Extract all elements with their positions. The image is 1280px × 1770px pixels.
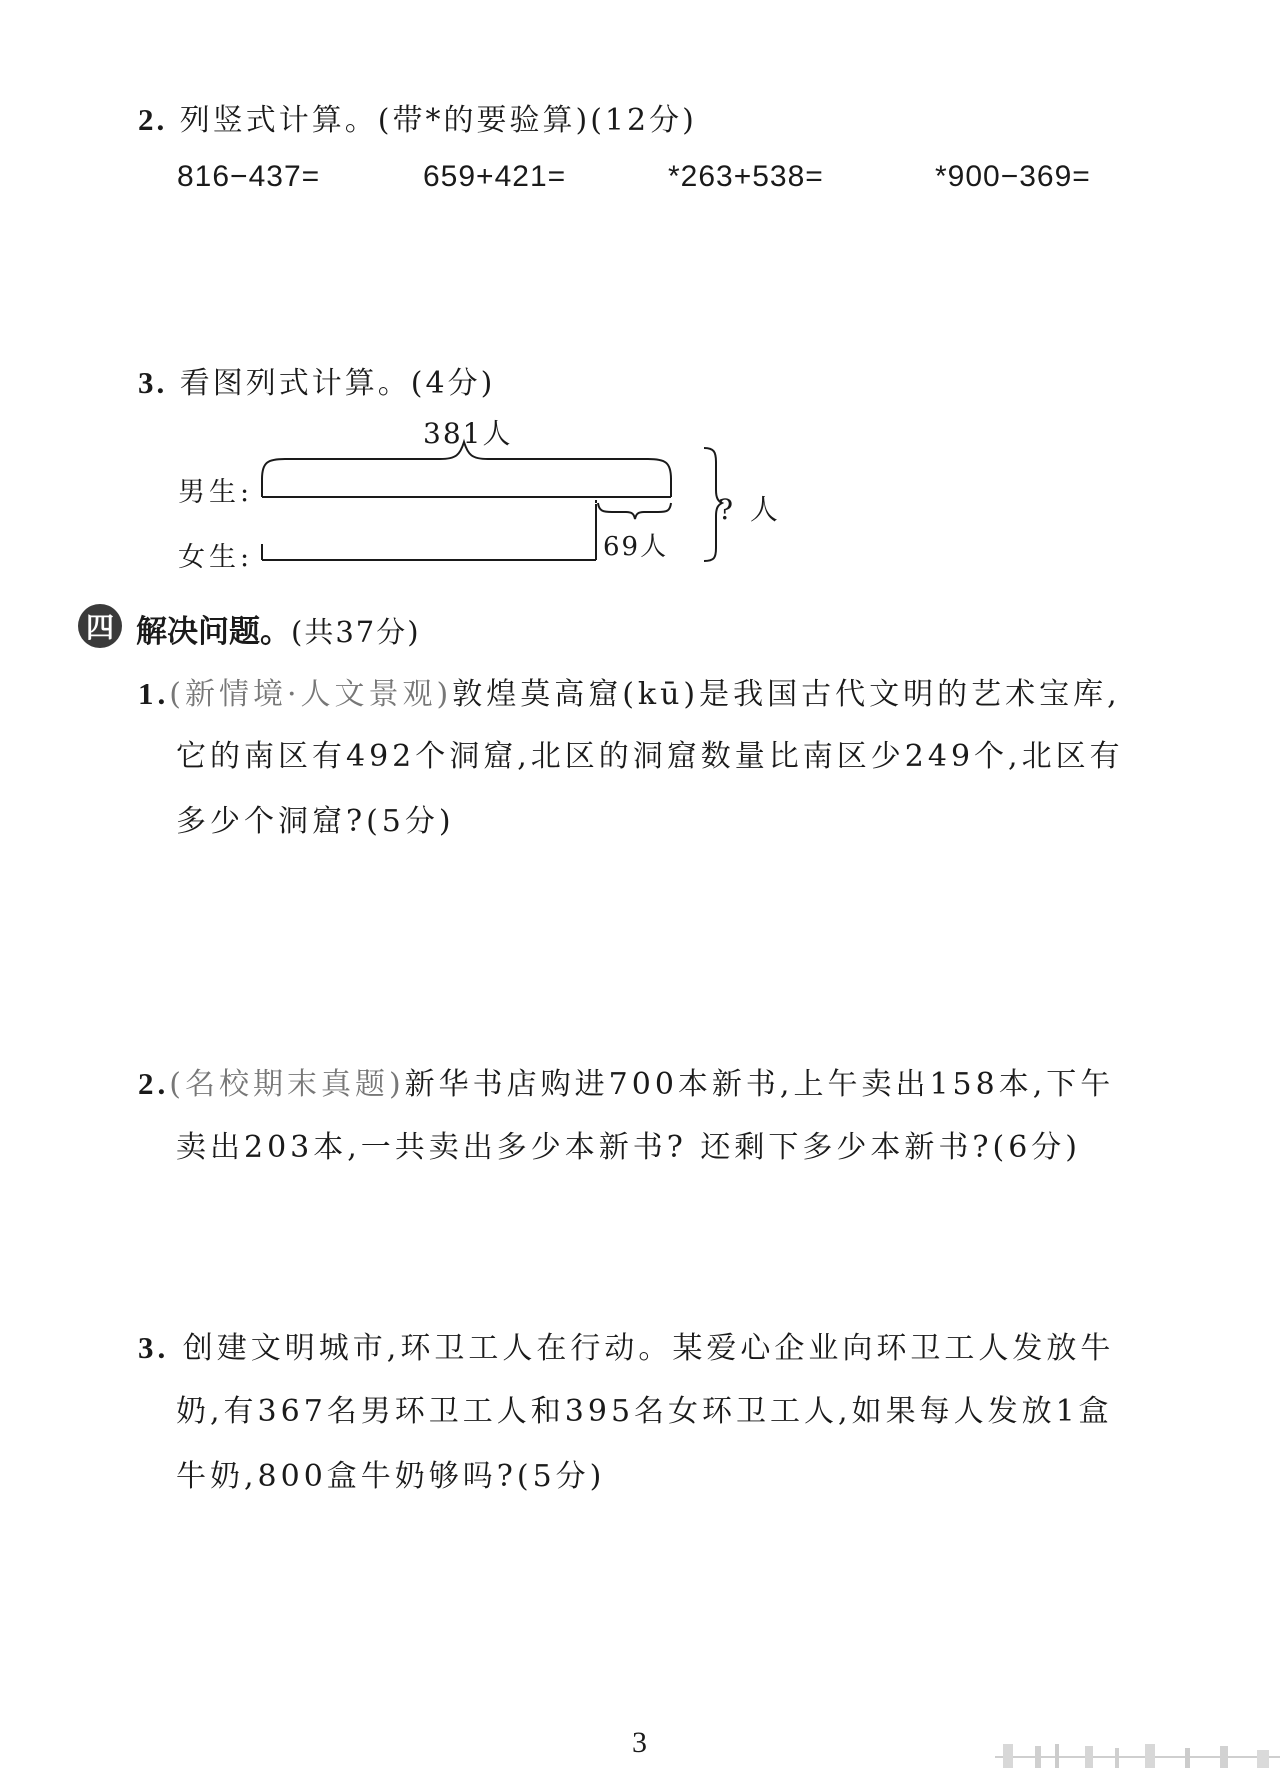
boys-bar bbox=[262, 478, 671, 497]
section-badge: 四 bbox=[78, 604, 122, 648]
page-number: 3 bbox=[632, 1726, 647, 1759]
diagram-girls-label: 女生: bbox=[178, 542, 254, 573]
calc-title: 列竖式计算。(带*的要验算)(12分) bbox=[179, 103, 697, 138]
q1-text-line2: 它的南区有492个洞窟,北区的洞窟数量比南区少249个,北区有 bbox=[176, 739, 1124, 774]
diagram-boys-label: 男生: bbox=[178, 477, 254, 508]
calc-problem: *263+538= bbox=[668, 160, 824, 193]
calc-problem: *900−369= bbox=[935, 160, 1091, 193]
q2-text-line2: 卖出203本,一共卖出多少本新书? 还剩下多少本新书?(6分) bbox=[176, 1130, 1081, 1165]
q3-line1 bbox=[138, 1332, 1114, 1364]
top-brace bbox=[262, 442, 671, 479]
q1-number: 1. bbox=[138, 676, 170, 711]
section-heading bbox=[136, 606, 421, 651]
scan-edge-decoration bbox=[995, 1742, 1280, 1768]
q2-number: 2. bbox=[138, 1066, 170, 1101]
q3-text-line3: 牛奶,800盒牛奶够吗?(5分) bbox=[176, 1459, 606, 1494]
right-brace bbox=[704, 448, 722, 561]
section-title: 解决问题。 bbox=[136, 614, 291, 650]
diagram-diff-label: 69人 bbox=[603, 532, 669, 562]
q1-line1 bbox=[138, 678, 1121, 710]
q2-line1 bbox=[138, 1068, 1114, 1100]
diagram-top-label: 381人 bbox=[423, 417, 513, 450]
q2-tag: (名校期末真题) bbox=[169, 1067, 405, 1102]
girls-bar bbox=[262, 504, 596, 560]
q1-text-line1: 敦煌莫高窟(kū)是我国古代文明的艺术宝库, bbox=[452, 677, 1121, 712]
q3-text-line1: 创建文明城市,环卫工人在行动。某爱心企业向环卫工人发放牛 bbox=[182, 1331, 1115, 1366]
diagram-number: 3. bbox=[138, 365, 168, 400]
diagram-question-label: ? 人 bbox=[718, 493, 782, 526]
q3-text-line2: 奶,有367名男环卫工人和395名女环卫工人,如果每人发放1盒 bbox=[176, 1394, 1113, 1429]
q2-text-line1: 新华书店购进700本新书,上午卖出158本,下午 bbox=[404, 1067, 1115, 1102]
q1-tag: (新情境·人文景观) bbox=[169, 677, 453, 712]
diagram-title: 看图列式计算。(4分) bbox=[179, 366, 496, 401]
q1-text-line3: 多少个洞窟?(5分) bbox=[176, 804, 455, 839]
calc-problem: 659+421= bbox=[423, 160, 567, 193]
q3-number: 3. bbox=[138, 1330, 170, 1365]
calc-number: 2. bbox=[138, 102, 168, 137]
calc-problem: 816−437= bbox=[177, 160, 321, 193]
diff-brace bbox=[598, 503, 671, 519]
line-segment-diagram bbox=[0, 0, 1280, 620]
section-points: (共37分) bbox=[291, 615, 421, 649]
